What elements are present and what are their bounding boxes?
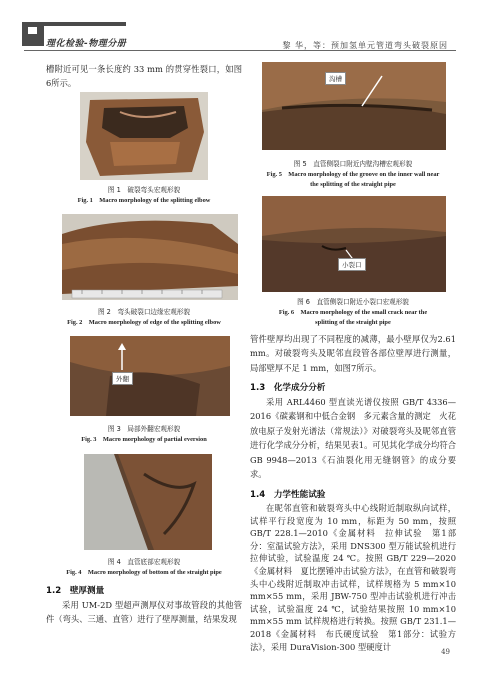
intro-paragraph: 槽附近可见一条长度约 33 mm 的贯穿性裂口，如图6所示。 <box>46 64 242 89</box>
figure-1-caption-en: Fig. 1 Macro morphology of the splitting elbow <box>77 197 211 204</box>
figure-6-caption-en-line1: Fig. 6 Macro morphology of the small crack near the <box>278 309 428 316</box>
figure-6-photo <box>262 196 446 292</box>
figure-3-caption-zh: 图 3 局部外翻宏观形貌 <box>107 425 181 433</box>
journal-logo-bar <box>36 22 126 26</box>
page-number: 49 <box>441 648 450 656</box>
section-1-3-title: 1.3 化学成分分析 <box>250 383 326 393</box>
figure-2-photo <box>62 214 238 300</box>
figure-4-caption-zh: 图 4 直管底部宏观形貌 <box>107 558 181 566</box>
section-1-2-title: 1.2 壁厚测量 <box>46 586 105 596</box>
section-1-2-text: 采用 UM-2D 型超声测厚仪对事故管段的其他管件（弯头、三通、直管）进行了壁厚测量，结果发现 <box>46 600 242 625</box>
journal-name: 理化检验-物理分册 <box>46 39 127 49</box>
running-title: 黎 华，等：预加氢单元管道弯头破裂原因 <box>282 41 448 50</box>
figure-5-caption-en-line2: the splitting of the straight pipe <box>310 181 396 188</box>
figure-6-caption-zh: 图 6 直管侧裂口附近小裂口宏观形貌 <box>297 298 409 306</box>
figure-1-caption-zh: 图 1 破裂弯头宏观形貌 <box>107 186 181 194</box>
figure-1-photo <box>80 92 208 180</box>
figure-5-label: 沟槽 <box>325 72 346 85</box>
figure-2-caption-zh: 图 2 弯头破裂口边缘宏观形貌 <box>97 308 190 316</box>
journal-logo-icon <box>22 22 44 46</box>
figure-5-caption-en-line1: Fig. 5 Macro morphology of the groove on the inner wall near <box>266 171 440 178</box>
figure-4-photo <box>84 454 212 550</box>
section-1-4-text: 在昵邻直管和破裂弯头中心线附近制取纵向试样，试样平行段宽度为 10 mm，标距为 50 mm，按照 GB/T 228.1—2010《金属材料 拉伸试验 第1部分：室温试验方法》，采用 DNS300 型万能试验机进行拉伸试验，试验温度 24 ℃。按照 GB/T 229—2020《金属材料 夏比摆锤冲击试验方法》，在直管和破裂弯头中心线附近制取冲击试样，试样规格为 5 mm×10 mm×55 mm，采用 JBW-750 型冲击试验机进行冲击试验，试验温度 24 ℃，试验结果按照 10 mm×10 mm×55 mm 试样规格进行转换。按照 GB/T 231.1—2018《金属材料 布氏硬度试验 第1部分：试验方法》，采用 DuraVision-300 型硬度计 <box>250 503 456 652</box>
figure-4-caption-en: Fig. 4 Macro morphology of bottom of the straight pipe <box>66 569 222 576</box>
figure-6-label: 小裂口 <box>338 258 366 271</box>
header-rule <box>24 50 456 51</box>
wall-thickness-paragraph: 管件壁厚均出现了不同程度的减薄，最小壁厚仅为2.61 mm。对破裂弯头及昵邻直段管各部位壁厚进行测量，局部壁厚不足 1 mm，如图7所示。 <box>250 334 456 373</box>
figure-2-caption-en: Fig. 2 Macro morphology of edge of the splitting elbow <box>67 319 221 326</box>
figure-3-label: 外翻 <box>112 372 133 385</box>
figure-6-caption-en-line2: splitting of the straight pipe <box>315 319 391 326</box>
figure-3-caption-en: Fig. 3 Macro morphology of partial eversion <box>81 436 207 443</box>
figure-5-caption-zh: 图 5 直管侧裂口附近内壁沟槽宏观形貌 <box>293 160 413 168</box>
section-1-4-title: 1.4 力学性能试验 <box>250 490 326 500</box>
section-1-3-text: 采用 ARL4460 型直读光谱仪按照 GB/T 4336—2016《碳素钢和中低合金钢 多元素含量的测定 火花放电原子发射光谱法（常规法）》对破裂弯头及昵邻直管进行化学成分分析，结果见表1。可见其化学成分均符合 GB 9948—2013《石油裂化用无缝钢管》的成分要求。 <box>250 397 456 480</box>
figure-3-photo <box>70 336 230 416</box>
figure-5-photo <box>262 62 446 150</box>
